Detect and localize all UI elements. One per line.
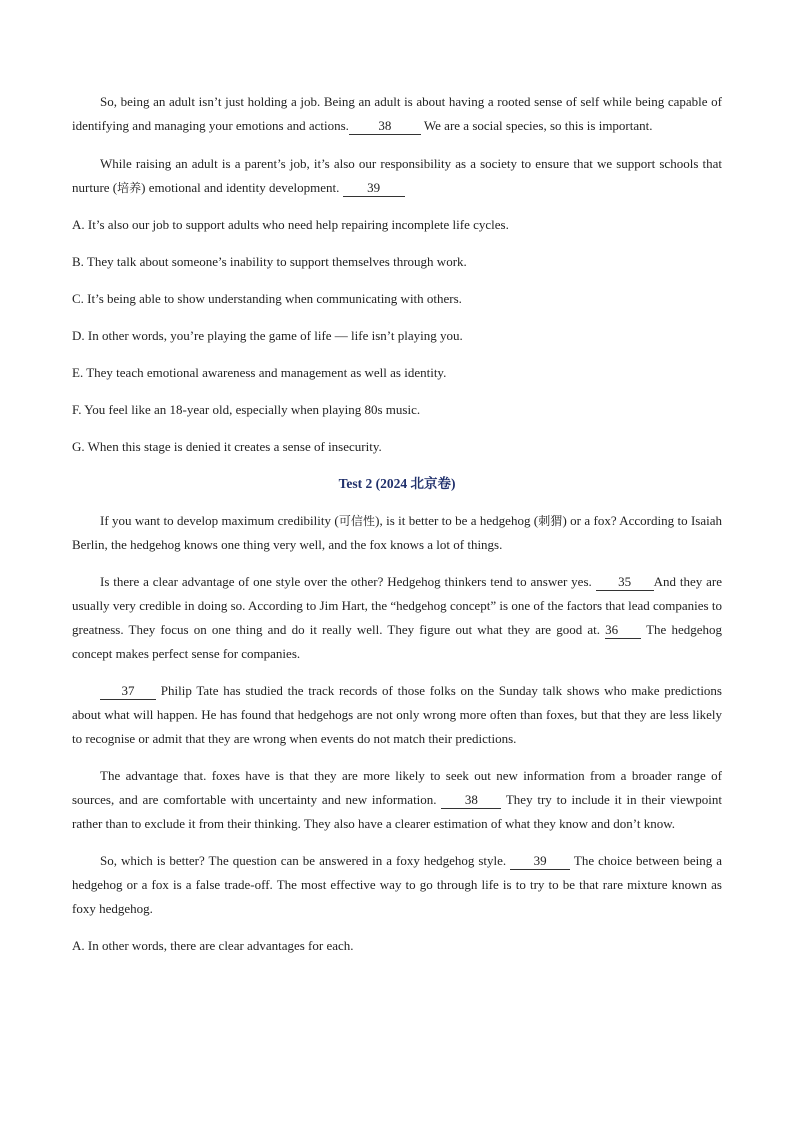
paragraph-text: ), is it better to be a hedgehog ( — [375, 513, 539, 528]
paragraph-text: So, being an adult isn’t just holding a job. Being an adult is about having a rooted sense of self while being capable of identifying and managing your emotions and actions. — [72, 94, 722, 133]
chinese-gloss: 刺猬 — [538, 514, 563, 528]
paragraph-text: So, which is better? The question can be answered in a foxy hedgehog style. — [100, 853, 511, 868]
option-c: C. It’s being able to show understanding when communicating with others. — [72, 291, 462, 306]
answer-blank-35[interactable]: 35 — [596, 574, 654, 591]
paragraph-text: And they are usually very credible in doing so. According to Jim Hart, the “hedgehog concept” is one of the factors that lead companies to greatness. They focus on one thing and do it really well. They figure out what they are good at. — [72, 574, 722, 637]
option-e: E. They teach emotional awareness and management as well as identity. — [72, 365, 447, 380]
paragraph-text: The advantage that. foxes have is that they are more likely to seek out new information from a broader range of sources, and are comfortable with uncertainty and new information. — [72, 768, 722, 807]
paragraph-text: While raising an adult is a parent’s job, it’s also our responsibility as a society to ensure that we support schools that nurture ( — [72, 156, 722, 195]
passage-paragraph — [72, 679, 722, 751]
paragraph-text: ) or a fox? According to Isaiah Berlin, the hedgehog knows one thing very well, and the fox knows a lot of things. — [72, 513, 722, 552]
paragraph-text: They try to include it in their viewpoint rather than to exclude it from their thinking. They also have a clearer estimation of what they know and don’t know. — [72, 792, 722, 831]
paragraph-text: Philip Tate has studied the track records of those folks on the Sunday talk shows who make predictions about what will happen. He has found that hedgehogs are not only wrong more often than foxes, but that they are less likely to recognise or admit that they are wrong when events do not match their predictions. — [72, 683, 722, 746]
answer-blank-39[interactable]: 39 — [510, 853, 570, 870]
passage-paragraph — [72, 764, 722, 836]
answer-blank-39[interactable]: 39 — [343, 180, 405, 197]
option-d: D. In other words, you’re playing the game of life — life isn’t playing you. — [72, 328, 463, 343]
document-page — [72, 90, 722, 958]
answer-blank-38[interactable]: 38 — [349, 118, 421, 135]
answer-blank-37[interactable]: 37 — [100, 683, 156, 700]
passage-paragraph — [72, 152, 722, 200]
paragraph-text: The hedgehog concept makes perfect sense for companies. — [72, 622, 722, 661]
chinese-gloss: 可信性 — [338, 514, 376, 528]
paragraph-text: Is there a clear advantage of one style over the other? Hedgehog thinkers tend to answer yes. — [100, 574, 596, 589]
answer-blank-38[interactable]: 38 — [441, 792, 501, 809]
passage-paragraph — [72, 90, 722, 138]
option-a: A. In other words, there are clear advantages for each. — [72, 938, 354, 953]
paragraph-text: ) emotional and identity development. — [141, 180, 340, 195]
paragraph-text: We are a social species, so this is important. — [420, 118, 653, 133]
option-g: G. When this stage is denied it creates a sense of insecurity. — [72, 439, 382, 454]
passage-paragraph — [72, 849, 722, 921]
passage-paragraph — [72, 509, 722, 557]
test-title: Test 2 (2024 北京卷) — [338, 476, 456, 491]
answer-blank-36[interactable]: 36 — [605, 622, 641, 639]
option-a: A. It’s also our job to support adults who need help repairing incomplete life cycles. — [72, 217, 509, 232]
option-f: F. You feel like an 18-year old, especially when playing 80s music. — [72, 402, 421, 417]
passage-paragraph — [72, 570, 722, 666]
paragraph-text: The choice between being a hedgehog or a fox is a false trade-off. The most effective way to go through life is to try to be that rare mixture known as foxy hedgehog. — [72, 853, 722, 916]
option-b: B. They talk about someone’s inability to support themselves through work. — [72, 254, 467, 269]
chinese-gloss: 培养 — [117, 181, 142, 195]
paragraph-text: If you want to develop maximum credibility ( — [100, 513, 339, 528]
